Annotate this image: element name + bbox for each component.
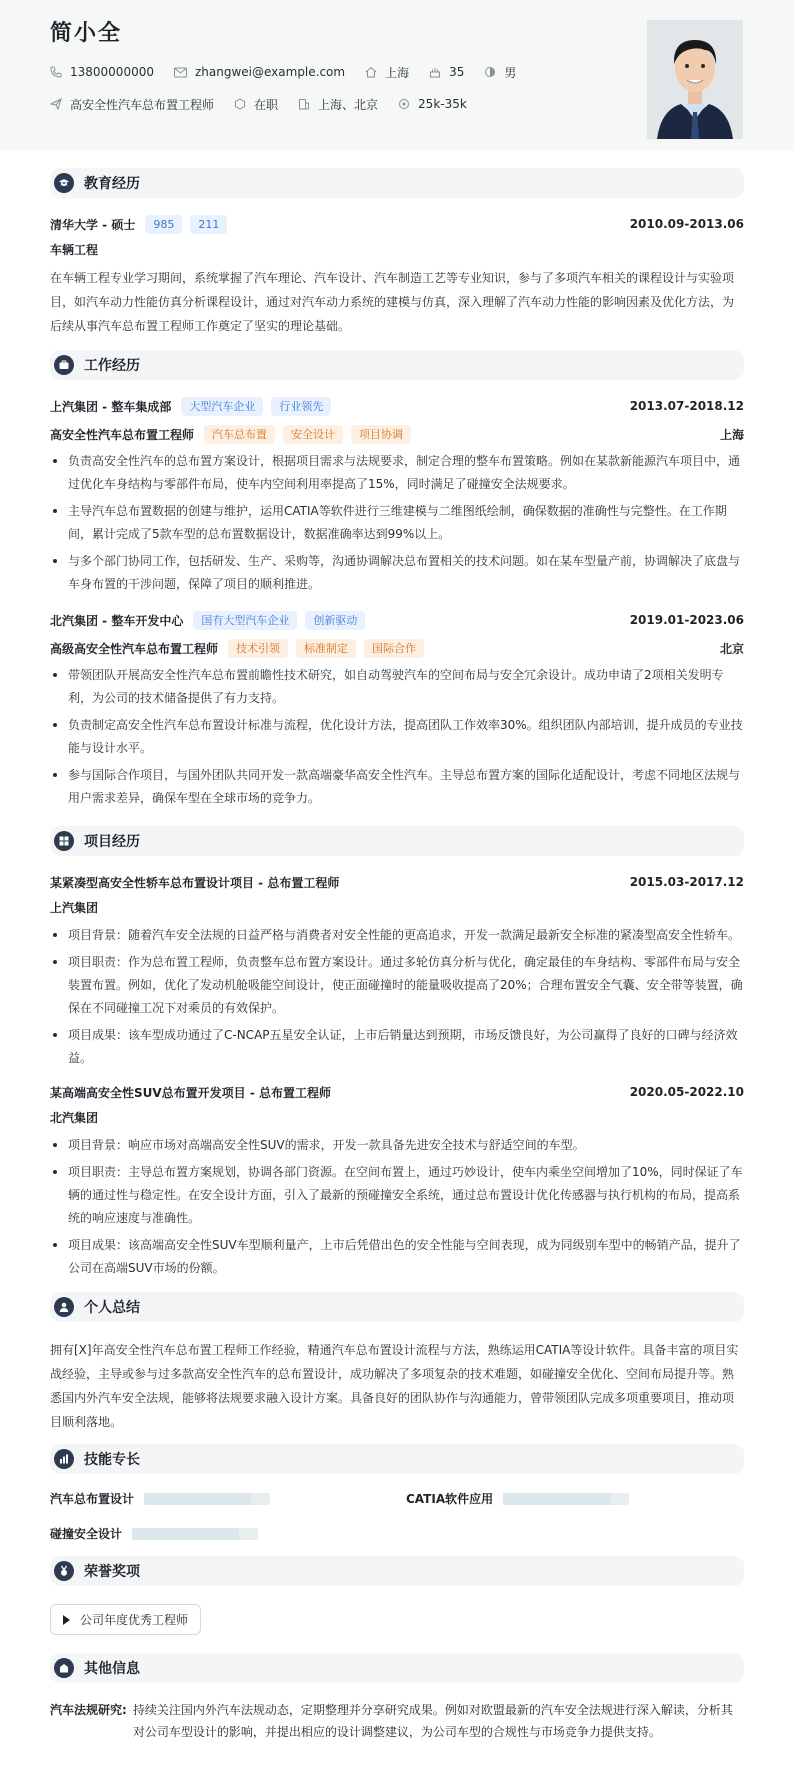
summary-section-header (50, 1292, 744, 1322)
skill-level-bar (503, 1493, 629, 1505)
other-section-header (50, 1653, 744, 1683)
mail-icon (174, 67, 187, 78)
project-name: 某紧凑型高安全性轿车总布置设计项目 - 总布置工程师 (50, 875, 340, 890)
projects-section-header (50, 826, 744, 856)
project-bullets (50, 924, 744, 1070)
education-date: 2010.09-2013.06 (629, 217, 744, 231)
list-item: 项目背景：随着汽车安全法规的日益严格与消费者对安全性能的更高追求，开发一款满足最新安全标准的紧凑型高安全性轿车。 (50, 924, 744, 947)
resume-header (0, 0, 794, 150)
summary-text: 拥有[X]年高安全性汽车总布置工程师工作经验，精通汽车总布置设计流程与方法，熟练运用CATIA等设计软件。具备丰富的项目实战经验，主导或参与过多款高安全性汽车的总布置设计，成功解决了多项复杂的技术难题，如碰撞安全优化、空间布局提升等。熟悉国内外汽车安全法规，能够将法规要求融入设计方案。具备良好的团队协作与沟通能力，曾带领团队完成多项重要项目，推动项目顺利落地。 (50, 1343, 739, 1429)
project-org: 上汽集团 (50, 901, 99, 915)
projects-section-title: 项目经历 (84, 834, 140, 850)
send-icon (50, 98, 62, 110)
work-date: 2013.07-2018.12 (629, 399, 744, 413)
list-item: 主导汽车总布置数据的创建与维护，运用CATIA等软件进行三维建模与二维图纸绘制，确保数据的准确性与完整性。在工作期间，累计完成了5款车型的总布置数据设计，数据准确率达到99%以上。 (50, 500, 744, 546)
other-section-title: 其他信息 (84, 1661, 140, 1677)
work-section-title: 工作经历 (84, 358, 140, 374)
project-date: 2020.05-2022.10 (629, 1085, 744, 1099)
position-title: 高安全性汽车总布置工程师 (50, 427, 195, 442)
company-tag: 创新驱动 (305, 611, 365, 630)
skill-level-bar (144, 1493, 270, 1505)
work-date: 2019.01-2023.06 (629, 613, 744, 627)
project-org: 北汽集团 (50, 1111, 99, 1125)
list-item: 负责制定高安全性汽车总布置设计标准与流程，优化设计方法，提高团队工作效率30%。组织团队内部培训，提升成员的专业技能与设计水平。 (50, 714, 744, 760)
company-tag: 大型汽车企业 (181, 397, 263, 416)
work-bullets (50, 450, 744, 596)
status-icon (234, 98, 246, 110)
phone-text: 13800000000 (70, 65, 154, 79)
gender-item (484, 64, 516, 81)
position-tag: 汽车总布置 (204, 425, 275, 444)
list-item: 与多个部门协同工作，包括研发、生产、采购等，沟通协调解决总布置相关的技术问题。如在某车型量产前，协调解决了底盘与车身布置的干涉问题，保障了项目的顺利推进。 (50, 550, 744, 596)
user-icon (54, 1297, 74, 1317)
work-entry-row (50, 396, 744, 416)
position-title: 高级高安全性汽车总布置工程师 (50, 641, 219, 656)
project-name: 某高端高安全性SUV总布置开发项目 - 总布置工程师 (50, 1085, 332, 1100)
status-text: 在职 (254, 97, 279, 112)
school-name: 清华大学 - 硕士 (50, 217, 136, 232)
salary-item (398, 97, 467, 111)
salary-text: 25k-35k (418, 97, 467, 111)
honor-item (50, 1604, 201, 1635)
list-item: 项目成果：该车型成功通过了C-NCAP五星安全认证，上市后销量达到预期，市场反馈良好，为公司赢得了良好的口碑与经济效益。 (50, 1024, 744, 1070)
target-city-text: 上海、北京 (318, 97, 379, 112)
city-text: 上海 (385, 65, 410, 80)
status-item (234, 96, 278, 113)
target-job-text: 高安全性汽车总布置工程师 (70, 97, 215, 112)
target-job-item (50, 96, 214, 113)
phone-item (50, 65, 154, 79)
play-icon (63, 1615, 70, 1625)
other-info-text: 持续关注国内外汽车法规动态，定期整理并分享研究成果。例如对欧盟最新的汽车安全法规进行深入解读，分析其对公司车型设计的影响，并提出相应的设计调整建议，为公司车型的合规性与市场竞争力提供支持。 (132, 1703, 733, 1739)
list-item: 项目职责：作为总布置工程师，负责整车总布置方案设计。通过多轮仿真分析与优化，确定最佳的车身结构、零部件布局与安全装置布置。例如，优化了发动机舱吸能空间设计，使正面碰撞时的能量吸收提高了20%；合理布置安全气囊、安全带等装置，确保在不同碰撞工况下对乘员的有效保护。 (50, 951, 744, 1020)
cake-icon (429, 66, 441, 78)
skill-name: CATIA软件应用 (406, 1492, 494, 1506)
profile-photo (647, 20, 743, 139)
skill-item (50, 1490, 406, 1507)
education-description: 在车辆工程专业学习期间，系统掌握了汽车理论、汽车设计、汽车制造工艺等专业知识，参与了多项汽车相关的课程设计与实验项目，如汽车动力性能仿真分析课程设计，通过对汽车动力系统的建模与仿真，深入理解了汽车动力性能的影响因素及优化方法，为后续从事汽车总布置工程师工作奠定了坚实的理论基础。 (50, 271, 735, 333)
home-icon (365, 66, 377, 78)
work-section-header (50, 350, 744, 380)
portrait-image (647, 20, 743, 139)
chart-icon (54, 1449, 74, 1469)
project-bullets (50, 1134, 744, 1280)
skill-name: 汽车总布置设计 (50, 1492, 135, 1506)
age-text: 35 (449, 65, 465, 79)
skill-item (50, 1525, 406, 1542)
email-item (174, 65, 345, 79)
building-icon (298, 98, 310, 110)
work-position-row (50, 424, 744, 444)
project-entry-row (50, 872, 744, 892)
city-item (365, 64, 409, 81)
company-name: 上汽集团 - 整车集成部 (50, 399, 172, 414)
honor-text: 公司年度优秀工程师 (80, 1613, 189, 1627)
skill-level-bar (132, 1528, 258, 1540)
briefcase-icon (54, 355, 74, 375)
resume-body (0, 150, 794, 1743)
work-location: 北京 (719, 641, 744, 656)
list-item: 参与国际合作项目，与国外团队共同开发一款高端豪华高安全性汽车。主导总布置方案的国际化适配设计，考虑不同地区法规与用户需求差异，确保车型在全球市场的竞争力。 (50, 764, 744, 810)
medal-icon (54, 1561, 74, 1581)
gender-text: 男 (504, 65, 517, 80)
skills-section-header (50, 1444, 744, 1474)
position-tag: 项目协调 (351, 425, 411, 444)
position-tag: 标准制定 (296, 639, 356, 658)
info-icon (54, 1658, 74, 1678)
other-info-label: 汽车法规研究: (50, 1703, 127, 1717)
skills-section-title: 技能专长 (84, 1452, 140, 1468)
company-tag: 国有大型汽车企业 (193, 611, 297, 630)
position-tag: 技术引领 (228, 639, 288, 658)
honors-section-title: 荣誉奖项 (84, 1564, 140, 1580)
graduation-cap-icon (54, 173, 74, 193)
position-tag: 安全设计 (283, 425, 343, 444)
education-section-header (50, 168, 744, 198)
work-position-row (50, 638, 744, 658)
target-city-item (298, 96, 378, 113)
work-location: 上海 (719, 427, 744, 442)
list-item: 项目背景：响应市场对高端高安全性SUV的需求，开发一款具备先进安全技术与舒适空间的车型。 (50, 1134, 744, 1157)
skills-list (50, 1490, 744, 1542)
education-entry-row (50, 214, 744, 234)
position-tag: 国际合作 (364, 639, 424, 658)
candidate-name: 简小全 (50, 21, 123, 46)
phone-icon (50, 66, 62, 78)
project-date: 2015.03-2017.12 (629, 875, 744, 889)
age-item (429, 65, 464, 79)
education-tag: 985 (145, 215, 182, 234)
list-item: 负责高安全性汽车的总布置方案设计，根据项目需求与法规要求，制定合理的整车布置策略。例如在某款新能源汽车项目中，通过优化车身结构与零部件布局，使车内空间利用率提高了15%，同时满足了碰撞安全法规要求。 (50, 450, 744, 496)
grid-icon (54, 831, 74, 851)
education-tag: 211 (190, 215, 227, 234)
education-major: 车辆工程 (50, 243, 99, 257)
other-info-item (50, 1699, 744, 1743)
coin-icon (398, 98, 410, 110)
work-bullets (50, 664, 744, 810)
list-item: 项目成果：该高端高安全性SUV车型顺利量产，上市后凭借出色的安全性能与空间表现，成为同级别车型中的畅销产品，提升了公司在高端SUV市场的份额。 (50, 1234, 744, 1280)
gender-icon (484, 66, 496, 78)
work-entry-row (50, 610, 744, 630)
skill-name: 碰撞安全设计 (50, 1527, 123, 1541)
company-name: 北汽集团 - 整车开发中心 (50, 613, 184, 628)
honors-section-header (50, 1556, 744, 1586)
summary-section-title: 个人总结 (84, 1300, 140, 1316)
project-entry-row (50, 1082, 744, 1102)
list-item: 项目职责：主导总布置方案规划，协调各部门资源。在空间布置上，通过巧妙设计，使车内乘坐空间增加了10%，同时保证了车辆的通过性与稳定性。在安全设计方面，引入了最新的预碰撞安全系统，通过总布置设计优化传感器与执行机构的布局，提高系统的响应速度与准确性。 (50, 1161, 744, 1230)
education-section-title: 教育经历 (84, 176, 140, 192)
company-tag: 行业领先 (271, 397, 331, 416)
skill-item (406, 1490, 706, 1507)
email-text: zhangwei@example.com (194, 65, 346, 79)
list-item: 带领团队开展高安全性汽车总布置前瞻性技术研究，如自动驾驶汽车的空间布局与安全冗余设计。成功申请了2项相关发明专利，为公司的技术储备提供了有力支持。 (50, 664, 744, 710)
